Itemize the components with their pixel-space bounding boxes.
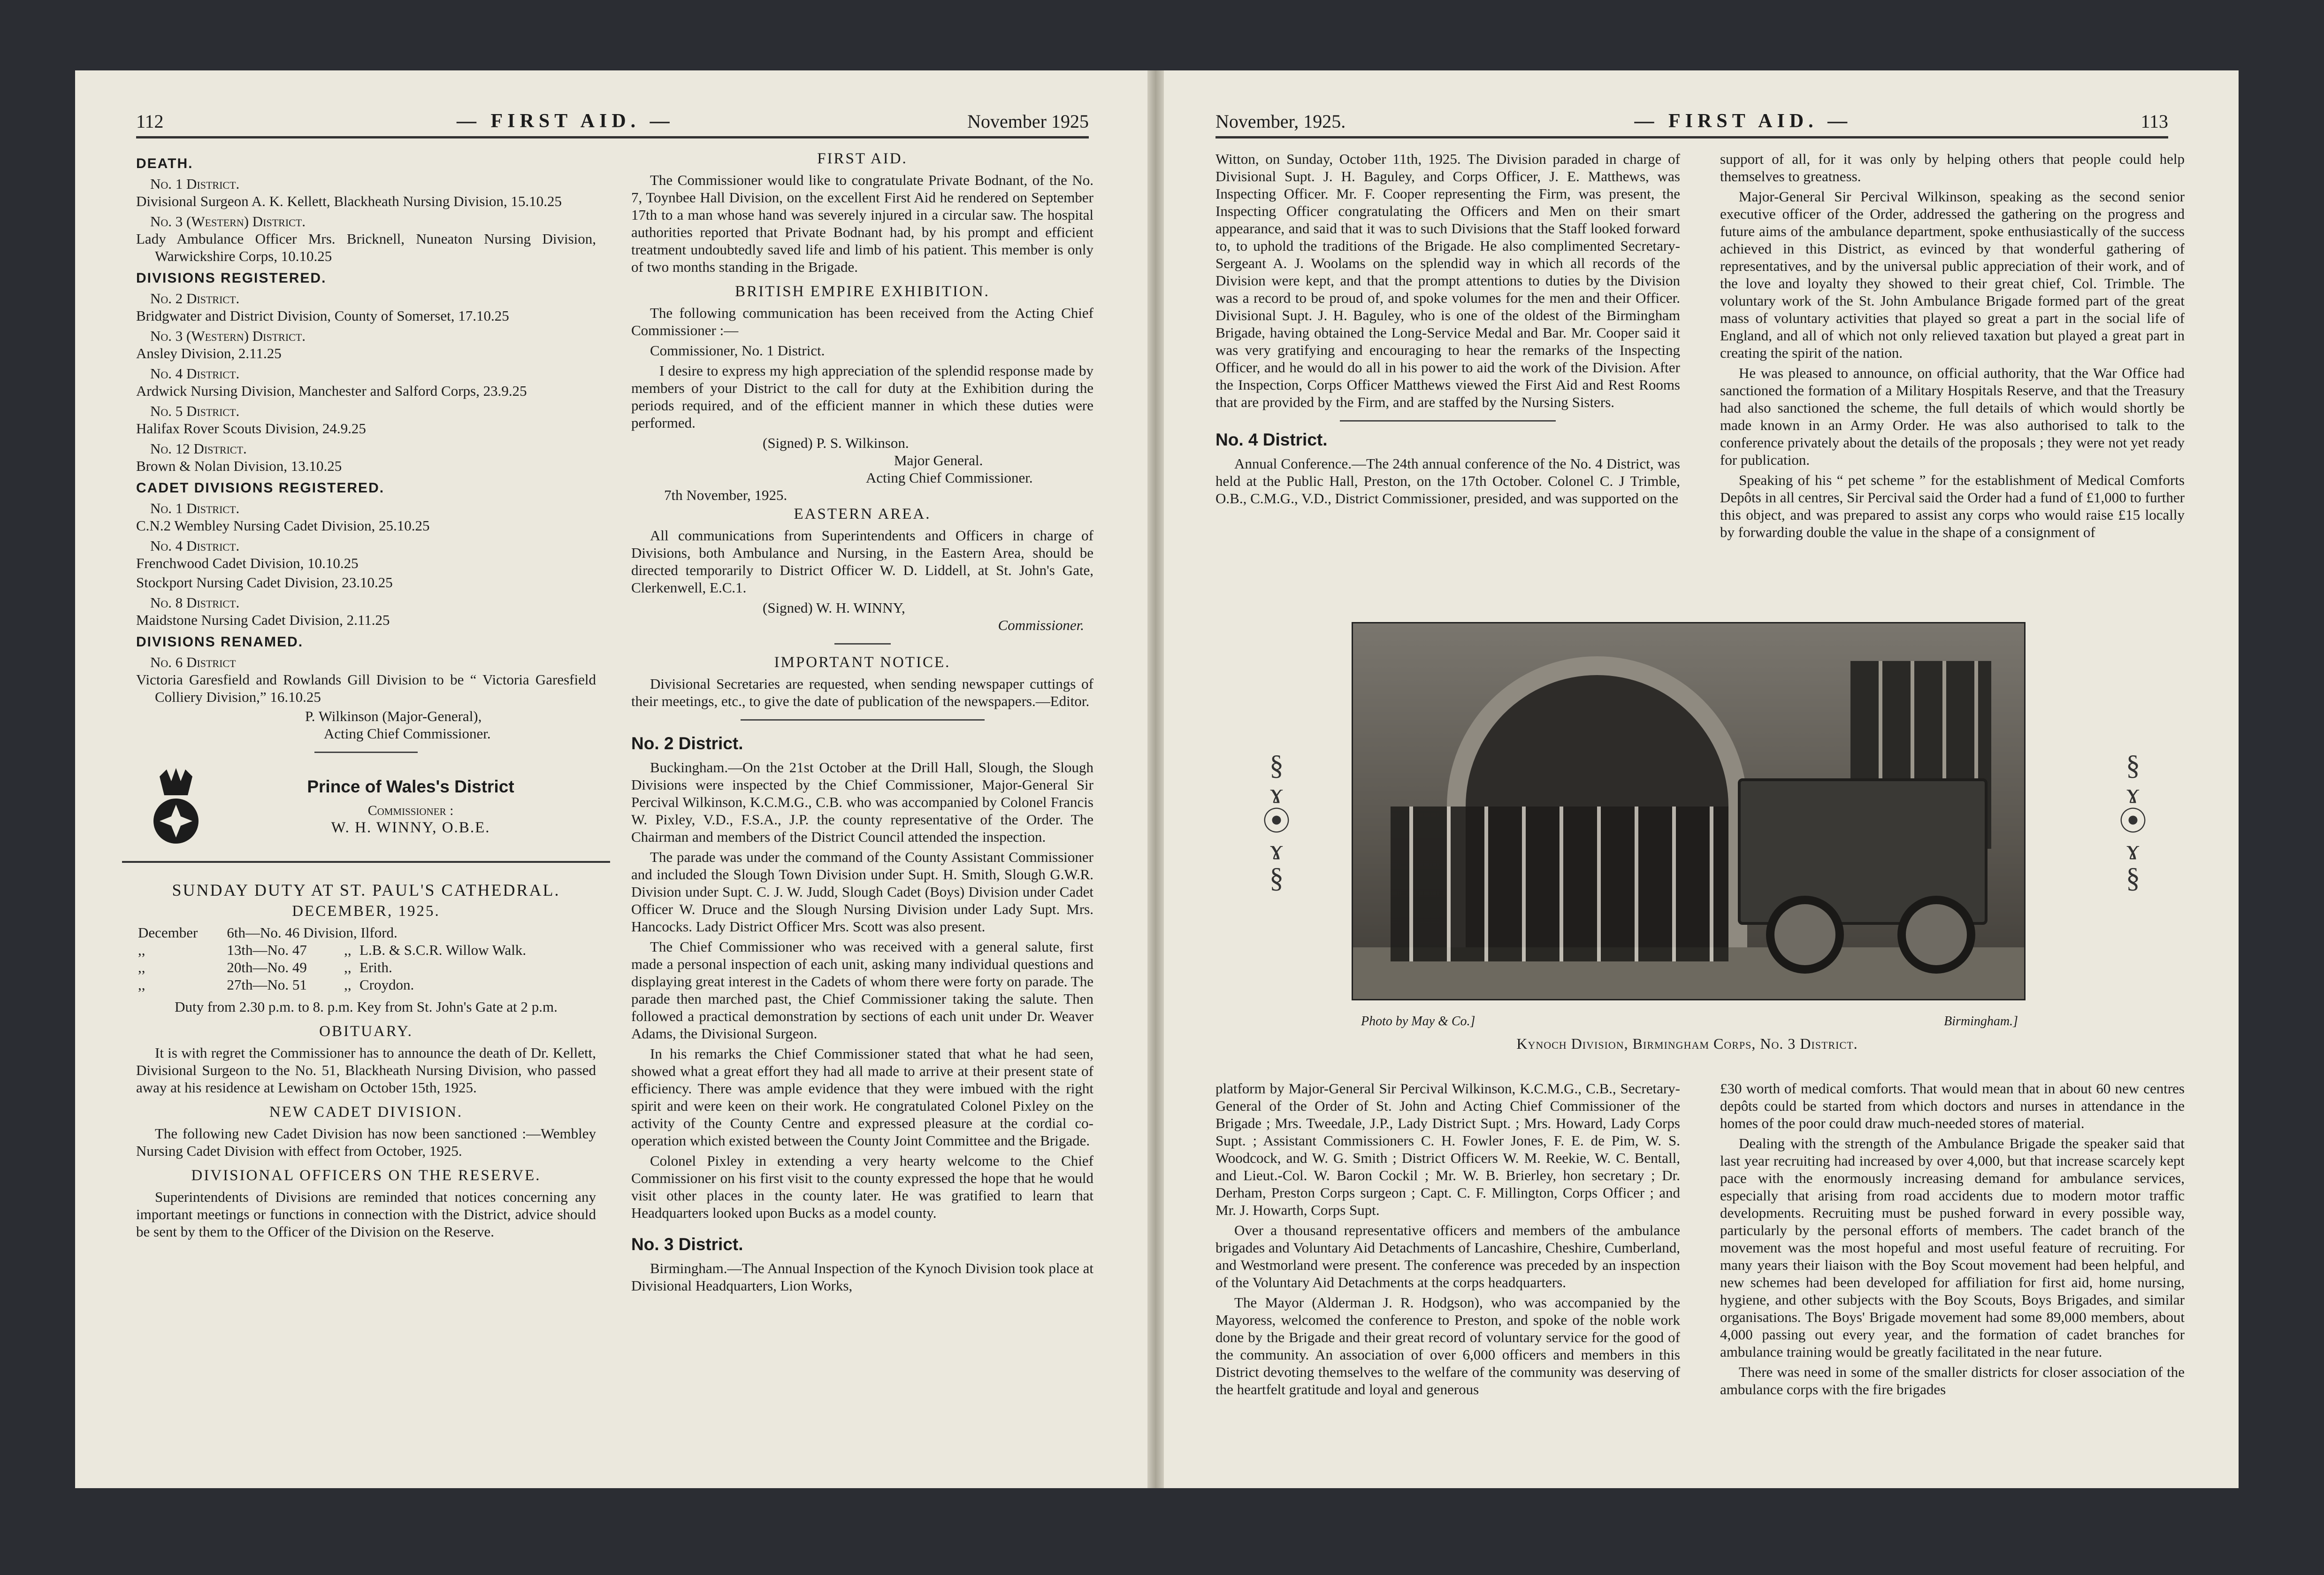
important-notice-text: Divisional Secretaries are requested, when sending newspaper cuttings of their meetings, etc., to give the date of publication of the newspapers.—Editor. <box>631 676 1093 709</box>
kynoch-division-photo <box>1352 622 2026 1000</box>
order-of-st-john-badge-icon <box>145 767 206 847</box>
table-cell: Croydon. <box>359 976 414 993</box>
no4-paragraph: Annual Conference.—The 24th annual conference of the No. 4 District, was held at the Public Hall, Preston, on the 17th October. Colonel C. J Trimble, O.B., C.M.G., V.D., District Commissioner, presided, and was supported on the <box>1216 455 1680 507</box>
new-cadet-heading: NEW CADET DIVISION. <box>269 1104 463 1121</box>
table-row <box>136 941 596 959</box>
no4-paragraph: platform by Major-General Sir Percival Wilkinson, K.C.M.G., C.B., Secretary-General of the Order of St. John and Acting Chief Commissioner of the Brigade ; Mrs. Tweedale, J.P., Lady District Supt. ; Mrs. Howard, Lady Corps Supt. ; Assistant Commissioners C. H. Fowler Jones, F. E. de Pim, W. S. Woodcock, and W. G. Smith ; District Officers W. M. Reekie, W. C. Bentall, and Lieut.-Col. W. Baron Cockil ; Mr. W. B. Brierley, hon secretary ; Dr. Derham, Preston Corps surgeon ; Capt. C. F. Millington, Corps Officer ; and Mr. J. Howarth, Corps Supt. <box>1216 1080 1680 1218</box>
left-masthead: — FIRST AID. — <box>457 110 674 132</box>
table-cell: December <box>138 924 198 941</box>
district-label: No. 1 District. <box>150 176 240 192</box>
important-notice-heading: IMPORTANT NOTICE. <box>774 654 951 671</box>
no3-paragraph: Birmingham.—The Annual Inspection of the Kynoch Division took place at Divisional Headquarters, Lion Works, <box>631 1260 1093 1294</box>
ambulance-wheel <box>1766 896 1844 974</box>
cadet-heading: CADET DIVISIONS REGISTERED. <box>136 480 385 496</box>
left-date: November 1925 <box>967 111 1089 132</box>
bee-addressee: Commissioner, No. 1 District. <box>650 342 825 359</box>
table-cell: ,, <box>344 959 352 976</box>
table-cell: 13th—No. 47 <box>227 942 307 958</box>
right-date: November, 1925. <box>1216 111 1346 132</box>
right-masthead: — FIRST AID. — <box>1634 110 1852 132</box>
scroll-ornament-left-icon: § ɤ ⦿ ɤ § <box>1262 750 1291 893</box>
district-label: No. 8 District. <box>150 594 240 611</box>
list-item: Divisional Surgeon A. K. Kellett, Blackheath Nursing Division, 15.10.25 <box>136 193 562 209</box>
section-rule <box>122 861 610 863</box>
eastern-signature: (Signed) W. H. WINNY, <box>763 599 905 616</box>
right-column-1-bottom <box>1216 1080 1680 1401</box>
table-cell: Erith. <box>359 959 392 976</box>
list-item: Maidstone Nursing Cadet Division, 2.11.25 <box>136 612 390 628</box>
sunday-duty-heading: SUNDAY DUTY AT ST. PAUL'S CATHEDRAL. <box>172 881 560 899</box>
no2-district-heading: No. 2 District. <box>631 734 743 753</box>
table-row <box>136 959 596 976</box>
no3-continued-text: Witton, on Sunday, October 11th, 1925. The Division paraded in charge of Divisional Supt. J. H. Baguley, and Corps Officer, J. E. Matthews, was Inspecting Officer. Mr. F. Cooper representing the Firm, was present, the Inspecting Officer congratulating the Officers and Men on their smart appearance, and said that it was to such Divisions that the Staff looked forward to, to uphold the traditions of the Brigade. He also complimented Secretary-Sergeant A. J. Woolams on the splendid way in which all records of the Division were kept, and that the prompt attentions to duties by the Division was a record to be proud of, and spoke volumes for the men and their Officer. Divisional Supt. J. H. Baguley, who is one of the oldest of the Birmingham Brigade, having obtained the Long-Service Medal and Bar. Mr. Cooper said it was very gratifying and encouraging to hear the remarks of the Inspecting Officer, and he would do all in his power to aid the work of the Division. After the Inspection, Corps Officer Matthews viewed the First Aid and Rest Rooms that are provided by the Firm, and are staffed by the Nursing Sisters. <box>1216 151 1680 410</box>
district-label: No. 2 District. <box>150 290 240 307</box>
table-cell: ,, <box>344 976 352 993</box>
table-cell: 20th—No. 49 <box>227 959 307 976</box>
duty-table <box>136 924 596 993</box>
eastern-area-heading: EASTERN AREA. <box>794 506 931 522</box>
district-label: No. 12 District. <box>150 440 247 457</box>
table-cell: 27th—No. 51 <box>227 976 307 993</box>
district-label: No. 5 District. <box>150 403 240 419</box>
left-column-1 <box>136 150 596 1243</box>
right-column-1-top <box>1216 150 1680 510</box>
bee-heading: BRITISH EMPIRE EXHIBITION. <box>735 283 990 300</box>
first-aid-text: The Commissioner would like to congratulate Private Bodnant, of the No. 7, Toynbee Hall Division, on the excellent First Aid he rendered on September 17th to a man whose hand was severely injured in a circular saw. The hospital authorities reported that Private Bodnant had, by his prompt and efficient treatment undoubtedly saved life and limb of his patient. This member is only of two months standing in the Brigade. <box>631 172 1093 275</box>
prince-of-wales-block <box>145 767 596 847</box>
first-aid-heading: FIRST AID. <box>817 150 908 167</box>
left-running-head <box>136 101 1089 138</box>
list-item: Halifax Rover Scouts Division, 24.9.25 <box>136 420 366 437</box>
no4-paragraph: The Mayor (Alderman J. R. Hodgson), who was accompanied by the Mayoress, welcomed the conference to Preston, and spoke of the noble work done by the Brigade and their great record of voluntary service for the good of the community. An association of over 6,000 officers and members in this District devoting themselves to the welfare of the community was deserving of the heartfelt gratitude and loyal and generous <box>1216 1294 1680 1398</box>
death-heading: DEATH. <box>136 156 193 171</box>
table-cell: 6th—No. 46 Division, Ilford. <box>227 924 398 941</box>
district-label: No. 6 District <box>150 654 236 670</box>
new-cadet-text: The following new Cadet Division has now been sanctioned :—Wembley Nursing Cadet Division with effect from October, 1925. <box>136 1125 596 1159</box>
bee-signature-title: Acting Chief Commissioner. <box>866 469 1033 486</box>
reserve-text: Superintendents of Divisions are reminded that notices concerning any important meetings or functions in connection with the District, advice should be sent by them to the Officer of the Division on the Reserve. <box>136 1189 596 1240</box>
photo-credit-right: Birmingham.] <box>1944 1014 2018 1029</box>
obituary-heading: OBITUARY. <box>319 1023 413 1040</box>
table-cell: ,, <box>138 942 145 958</box>
no2-paragraph: The Chief Commissioner who was received with a general salute, first made a personal inspection of each unit, asking many individual questions and displaying great interest in the Cadets of whom there were forty on parade. The parade then marched past, the Chief Commissioner taking the salute. Then followed a practical demonstration by sections of each unit under Dr. Weaver Adams, the Divisional Surgeon. <box>631 938 1093 1042</box>
renamed-heading: DIVISIONS RENAMED. <box>136 634 304 650</box>
list-item: C.N.2 Wembley Nursing Cadet Division, 25.10.25 <box>136 517 430 534</box>
no4-continued-text: support of all, for it was only by helping others that people could help themselves to greatness. <box>1720 151 2185 184</box>
prince-commissioner-name: W. H. WINNY, O.B.E. <box>331 819 490 836</box>
divider <box>834 643 891 645</box>
list-item: Ardwick Nursing Division, Manchester and Salford Corps, 23.9.25 <box>136 383 527 399</box>
no2-paragraph: The parade was under the command of the County Assistant Commissioner and included the Slough Town Division under Supt. H. Smith, Slough G.W.R. Division under Supt. C. J. W. Judd, Slough Cadet (Boys) Division under Cadet Officer W. Druce and the Slough Nursing Division under Lady Supt. Mrs. Hancocks. Lady District Officer Mrs. Scott was also present. <box>631 849 1093 935</box>
reserve-heading: DIVISIONAL OFFICERS ON THE RESERVE. <box>191 1167 541 1184</box>
right-column-2-bottom <box>1720 1080 2185 1401</box>
table-cell: ,, <box>138 976 145 993</box>
photo-credits <box>1361 1014 2018 1029</box>
signature-title: Acting Chief Commissioner. <box>324 725 491 742</box>
no4-paragraph: Major-General Sir Percival Wilkinson, speaking as the second senior executive officer of the Order, addressed the gathering on the progress and future aims of the ambulance department, spoke enthusiastically of the success achieved in this District, as evinced by that wonderful gathering of representatives, and by the universal public appreciation of their work, and of the love and loyalty they showed to their great chief, Col. Trimble. The voluntary work of the St. John Ambulance Brigade formed part of the great mass of voluntary activities that played so great a part in the social life of England, and all of which not only relieved taxation but played a great part in creating the spirit of the nation. <box>1720 188 2185 361</box>
duty-note: Duty from 2.30 p.m. to 8. p.m. Key from St. John's Gate at 2 p.m. <box>175 999 558 1015</box>
page-gutter <box>1147 70 1164 1488</box>
list-item: Frenchwood Cadet Division, 10.10.25 <box>136 555 359 571</box>
bee-signature: (Signed) P. S. Wilkinson. <box>763 435 909 451</box>
bee-intro: The following communication has been received from the Acting Chief Commissioner :— <box>631 305 1093 338</box>
bee-signature-rank: Major General. <box>894 452 983 469</box>
no2-paragraph: In his remarks the Chief Commissioner stated that what he had seen, showed what a great effort they had all made to arrive at their present state of efficiency. There was ample evidence that they were imbued with the right spirit and were keen on their work. He congratulated Colonel Pixley on the activity of the County Centre and expressed pleasure at the cordial co-operation which existed between the County Joint Committee and the Brigade. <box>631 1045 1093 1149</box>
obituary-text: It is with regret the Commissioner has to announce the death of Dr. Kellett, Divisional Surgeon to the No. 51, Blackheath Nursing Division, who passed away at his residence at Lewisham on October 15th, 1925. <box>136 1045 596 1096</box>
district-label: No. 1 District. <box>150 500 240 516</box>
no4-paragraph: Speaking of his “ pet scheme ” for the establishment of Medical Comforts Depôts in all centres, Sir Percival said the Order had a fund of £1,000 to further this object, and was prepared to assist any corps who would raise £15 locally by forwarding double the value in the shape of a consignment of <box>1720 472 2185 540</box>
bee-text: I desire to express my high appreciation of the splendid response made by members of your District to the call for duty at the Exhibition during the periods required, and of the efficient manner in which these duties were performed. <box>631 362 1093 431</box>
table-row <box>136 976 596 993</box>
no4-paragraph: There was need in some of the smaller districts for closer association of the ambulance corps with the fire brigades <box>1720 1364 2185 1398</box>
district-label: No. 4 District. <box>150 365 240 382</box>
left-page-number: 112 <box>136 111 164 132</box>
right-running-head <box>1216 101 2168 138</box>
right-column-2-top <box>1720 150 2185 544</box>
list-item: Brown & Nolan Division, 13.10.25 <box>136 458 342 474</box>
list-item: Stockport Nursing Cadet Division, 23.10.25 <box>136 574 393 591</box>
list-item: Lady Ambulance Officer Mrs. Bricknell, Nuneaton Nursing Division, Warwickshire Corps, 10.10.25 <box>136 230 596 264</box>
table-cell: ,, <box>344 942 352 958</box>
registered-heading: DIVISIONS REGISTERED. <box>136 270 327 286</box>
no4-paragraph: He was pleased to announce, on official authority, that the War Office had sanctioned the formation of a Military Hospitals Reserve, and that the Treasury had also sanctioned the scheme, the full details of which would shortly be made known in an Army Order. He was also authorised to talk to the conference privately about the details of the proposals ; they were not yet ready for publication. <box>1720 365 2185 468</box>
photo-caption: Kynoch Division, Birmingham Corps, No. 3 District. <box>1516 1035 1858 1052</box>
ambulance-wheel <box>1897 896 1975 974</box>
district-label: No. 3 (Western) District. <box>150 328 306 344</box>
no4-district-heading: No. 4 District. <box>1216 430 1328 449</box>
divider <box>314 752 418 753</box>
table-cell: ,, <box>138 959 145 976</box>
no2-paragraph: Colonel Pixley in extending a very hearty welcome to the Chief Commissioner on his first visit to the county expressed the hope that he would visit other places in the county later. He was gratified to learn that Headquarters looked upon Bucks as a model county. <box>631 1152 1093 1221</box>
group-of-men <box>1391 807 1728 961</box>
eastern-signature-title: Commissioner. <box>998 617 1084 633</box>
list-item: Ansley Division, 2.11.25 <box>136 345 282 361</box>
prince-commissioner-label: Commissioner : <box>367 802 454 818</box>
signature-name: P. Wilkinson (Major-General), <box>305 708 482 724</box>
eastern-area-text: All communications from Superintendents and Officers in charge of Divisions, both Ambulance and Nursing, in the Eastern Area, should be directed temporarily to District Officer W. D. Liddell, at St. John's Gate, Clerkenwell, E.C.1. <box>631 527 1093 596</box>
table-row <box>136 924 596 941</box>
table-cell: L.B. & S.C.R. Willow Walk. <box>359 942 527 958</box>
sunday-duty-month: DECEMBER, 1925. <box>292 903 440 920</box>
divider <box>741 719 985 721</box>
photo-credit-left: Photo by May & Co.] <box>1361 1014 1475 1029</box>
no2-paragraph: Buckingham.—On the 21st October at the Drill Hall, Slough, the Slough Divisions were inspected by the Chief Commissioner, Major-General Sir Percival Wilkinson, K.C.M.G., C.B. who was accompanied by Colonel Francis W. Pixley, V.D., F.S.A., J.P. the county representative of the Order. The Chairman and members of the District Council attended the inspection. <box>631 759 1093 845</box>
list-item: Bridgwater and District Division, County of Somerset, 17.10.25 <box>136 307 509 324</box>
no4-paragraph: £30 worth of medical comforts. That would mean that in about 60 new centres depôts could be started from which doctors and nurses in attendance in the homes of the poor could draw much-needed stores of material. <box>1720 1080 2185 1131</box>
no3-district-heading: No. 3 District. <box>631 1235 743 1254</box>
scroll-ornament-right-icon: § ɤ ⦿ ɤ § <box>2119 750 2147 893</box>
right-page-number: 113 <box>2141 111 2168 132</box>
bee-date: 7th November, 1925. <box>664 487 787 503</box>
no4-paragraph: Over a thousand representative officers and members of the ambulance brigades and Voluntary Aid Detachments of Lancashire, Cheshire, Cumberland, and Westmorland were present. The conference was preceded by an inspection of the Voluntary Aid Detachments at the corps headquarters. <box>1216 1222 1680 1291</box>
divider <box>1340 420 1556 422</box>
no4-paragraph: Dealing with the strength of the Ambulance Brigade the speaker said that last year recruiting had increased by over 4,000, but that increase scarcely kept pace with the enormously increasing demand for ambulance services, especially that arising from road accidents due to modern motor traffic developments. Recruiting must be pushed forward in every possible way, particularly by the personal efforts of members. The cadet branch of the movement was the most hopeful and most useful feature of recruiting. For many years their liaison with the Boy Scout movement had been helpful, and new schemes had been developed for affiliation for first aid, home nursing, hygiene, and other subjects with the Boy Scouts, Boys Brigades, and similar organisations. The Boys' Brigade movement had some 89,000 members, about 4,000 passing out every year, and the formation of cadet branches for ambulance training would be greatly facilitated in the near future. <box>1720 1135 2185 1360</box>
district-label: No. 4 District. <box>150 538 240 554</box>
prince-title: Prince of Wales's District <box>307 776 514 796</box>
district-label: No. 3 (Western) District. <box>150 213 306 230</box>
list-item: Victoria Garesfield and Rowlands Gill Division to be “ Victoria Garesfield Colliery Division,” 16.10.25 <box>136 671 596 705</box>
left-column-2 <box>631 150 1093 1297</box>
